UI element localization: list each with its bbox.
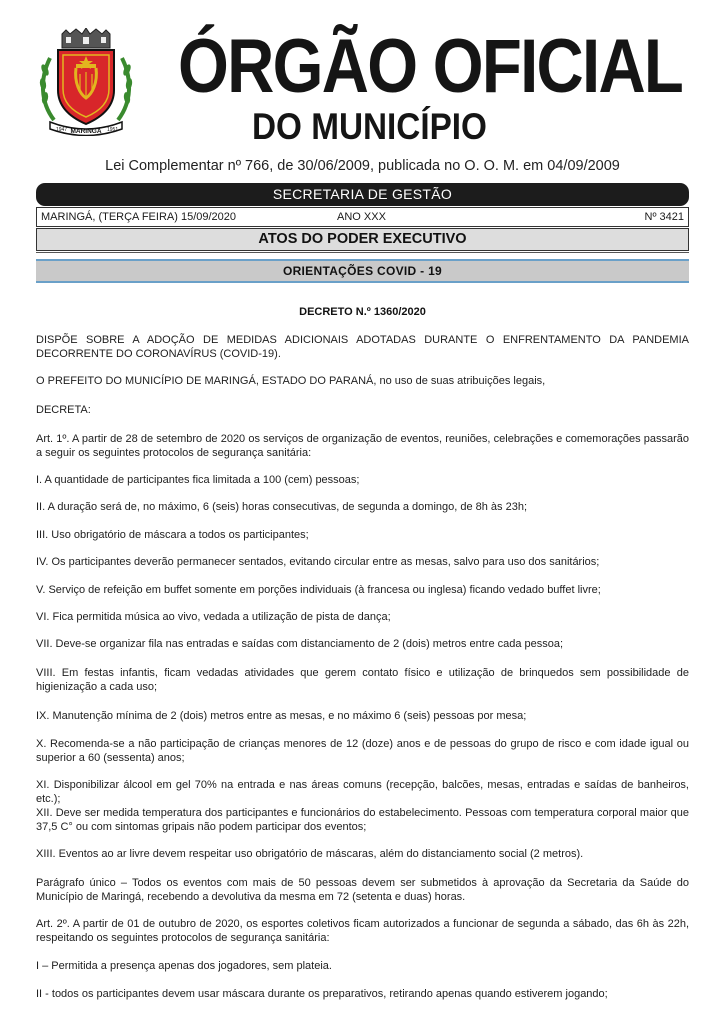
svg-text:1947: 1947 xyxy=(56,127,68,133)
subsection-heading: ORIENTAÇÕES COVID - 19 xyxy=(36,259,689,283)
decree-paragraph: Art. 2º. A partir de 01 de outubro de 2020, os esportes coletivos ficam autorizados a funcionar de segunda a sábado, das 6h às 22h, respeitando os seguintes protocolos de segurança sanitária: xyxy=(36,918,689,944)
svg-text:MARINGÁ: MARINGÁ xyxy=(70,128,102,135)
secretaria-banner: SECRETARIA DE GESTÃO xyxy=(36,183,689,206)
decree-paragraph: VIII. Em festas infantis, ficam vedadas atividades que gerem contato físico e utilização de brinquedos sem possibilidade de higienização a cada uso; xyxy=(36,667,689,693)
decree-paragraph: X. Recomenda-se a não participação de crianças menores de 12 (doze) anos e de pessoas do grupo de risco e com idade igual ou superior a 60 (sessenta) anos; xyxy=(36,738,689,764)
decree-paragraph: III. Uso obrigatório de máscara a todos os participantes; xyxy=(36,529,309,541)
decree-paragraph: DECRETA: xyxy=(36,404,91,416)
decree-paragraph: VII. Deve-se organizar fila nas entradas e saídas com distanciamento de 2 (dois) metros entre cada pessoa; xyxy=(36,638,564,650)
svg-text:1951: 1951 xyxy=(107,127,119,133)
decree-paragraph: II. A duração será de, no máximo, 6 (seis) horas consecutivas, de segunda a domingo, de 8h às 23h; xyxy=(36,501,528,513)
edition-date: MARINGÁ, (TERÇA FEIRA) 15/09/2020 xyxy=(41,211,237,223)
section-heading: ATOS DO PODER EXECUTIVO xyxy=(36,228,689,251)
decree-paragraph: VI. Fica permitida música ao vivo, vedada a utilização de pista de dança; xyxy=(36,611,391,623)
masthead-subtitle: DO MUNICÍPIO xyxy=(252,106,487,147)
decree-paragraph: I – Permitida a presença apenas dos jogadores, sem plateia. xyxy=(36,960,332,972)
coat-of-arms-icon xyxy=(36,28,136,136)
edition-info-row xyxy=(36,207,689,227)
decree-paragraph: Parágrafo único – Todos os eventos com mais de 50 pessoas devem ser submetidos à aprovação da Secretaria da Saúde do Município de Maringá, recebendo a devolutiva da mesma em 72 (setenta e duas) horas. xyxy=(36,877,689,903)
decree-paragraph: V. Serviço de refeição em buffet somente em porções individuais (à francesa ou inglesa) ficando vedado buffet livre; xyxy=(36,584,601,596)
edition-year: ANO XXX xyxy=(337,211,386,223)
edition-number: Nº 3421 xyxy=(644,211,684,223)
decree-paragraph: XII. Deve ser medida temperatura dos participantes e funcionários do estabelecimento. Pessoas com temperatura corporal maior que 37,5 C° ou com sintomas gripais não podem participar dos eventos; xyxy=(36,807,689,833)
decree-paragraph: II - todos os participantes devem usar máscara durante os preparativos, retirando apenas quando estiverem jogando; xyxy=(36,988,608,1000)
masthead-title: ÓRGÃO OFICIAL xyxy=(178,24,683,109)
decree-paragraph: IV. Os participantes deverão permanecer sentados, evitando circular entre as mesas, salvo para uso dos sanitários; xyxy=(36,556,600,568)
decree-title: DECRETO N.º 1360/2020 xyxy=(299,306,426,318)
decree-paragraph: XI. Disponibilizar álcool em gel 70% na entrada e nas áreas comuns (recepção, balcões, mesas, entradas e saídas de banheiros, etc.); xyxy=(36,779,689,805)
decree-paragraph: O PREFEITO DO MUNICÍPIO DE MARINGÁ, ESTADO DO PARANÁ, no uso de suas atribuições legais, xyxy=(36,375,546,387)
decree-paragraph: DISPÕE SOBRE A ADOÇÃO DE MEDIDAS ADICIONAIS ADOTADAS DURANTE O ENFRENTAMENTO DA PANDEMIA DECORRENTE DO CORONAVÍRUS (COVID-19). xyxy=(36,334,689,360)
decree-paragraph: IX. Manutenção mínima de 2 (dois) metros entre as mesas, e no máximo 6 (seis) pessoas por mesa; xyxy=(36,710,527,722)
decree-paragraph: Art. 1º. A partir de 28 de setembro de 2020 os serviços de organização de eventos, reuniões, celebrações e comemorações passarão a seguir os seguintes protocolos de segurança sanitária: xyxy=(36,433,689,459)
divider xyxy=(36,252,689,253)
decree-paragraph: I. A quantidade de participantes fica limitada a 100 (cem) pessoas; xyxy=(36,474,360,486)
decree-paragraph: XIII. Eventos ao ar livre devem respeitar uso obrigatório de máscaras, além do distanciamento social (2 metros). xyxy=(36,848,584,860)
law-reference: Lei Complementar nº 766, de 30/06/2009, publicada no O. O. M. em 04/09/2009 xyxy=(105,158,620,174)
